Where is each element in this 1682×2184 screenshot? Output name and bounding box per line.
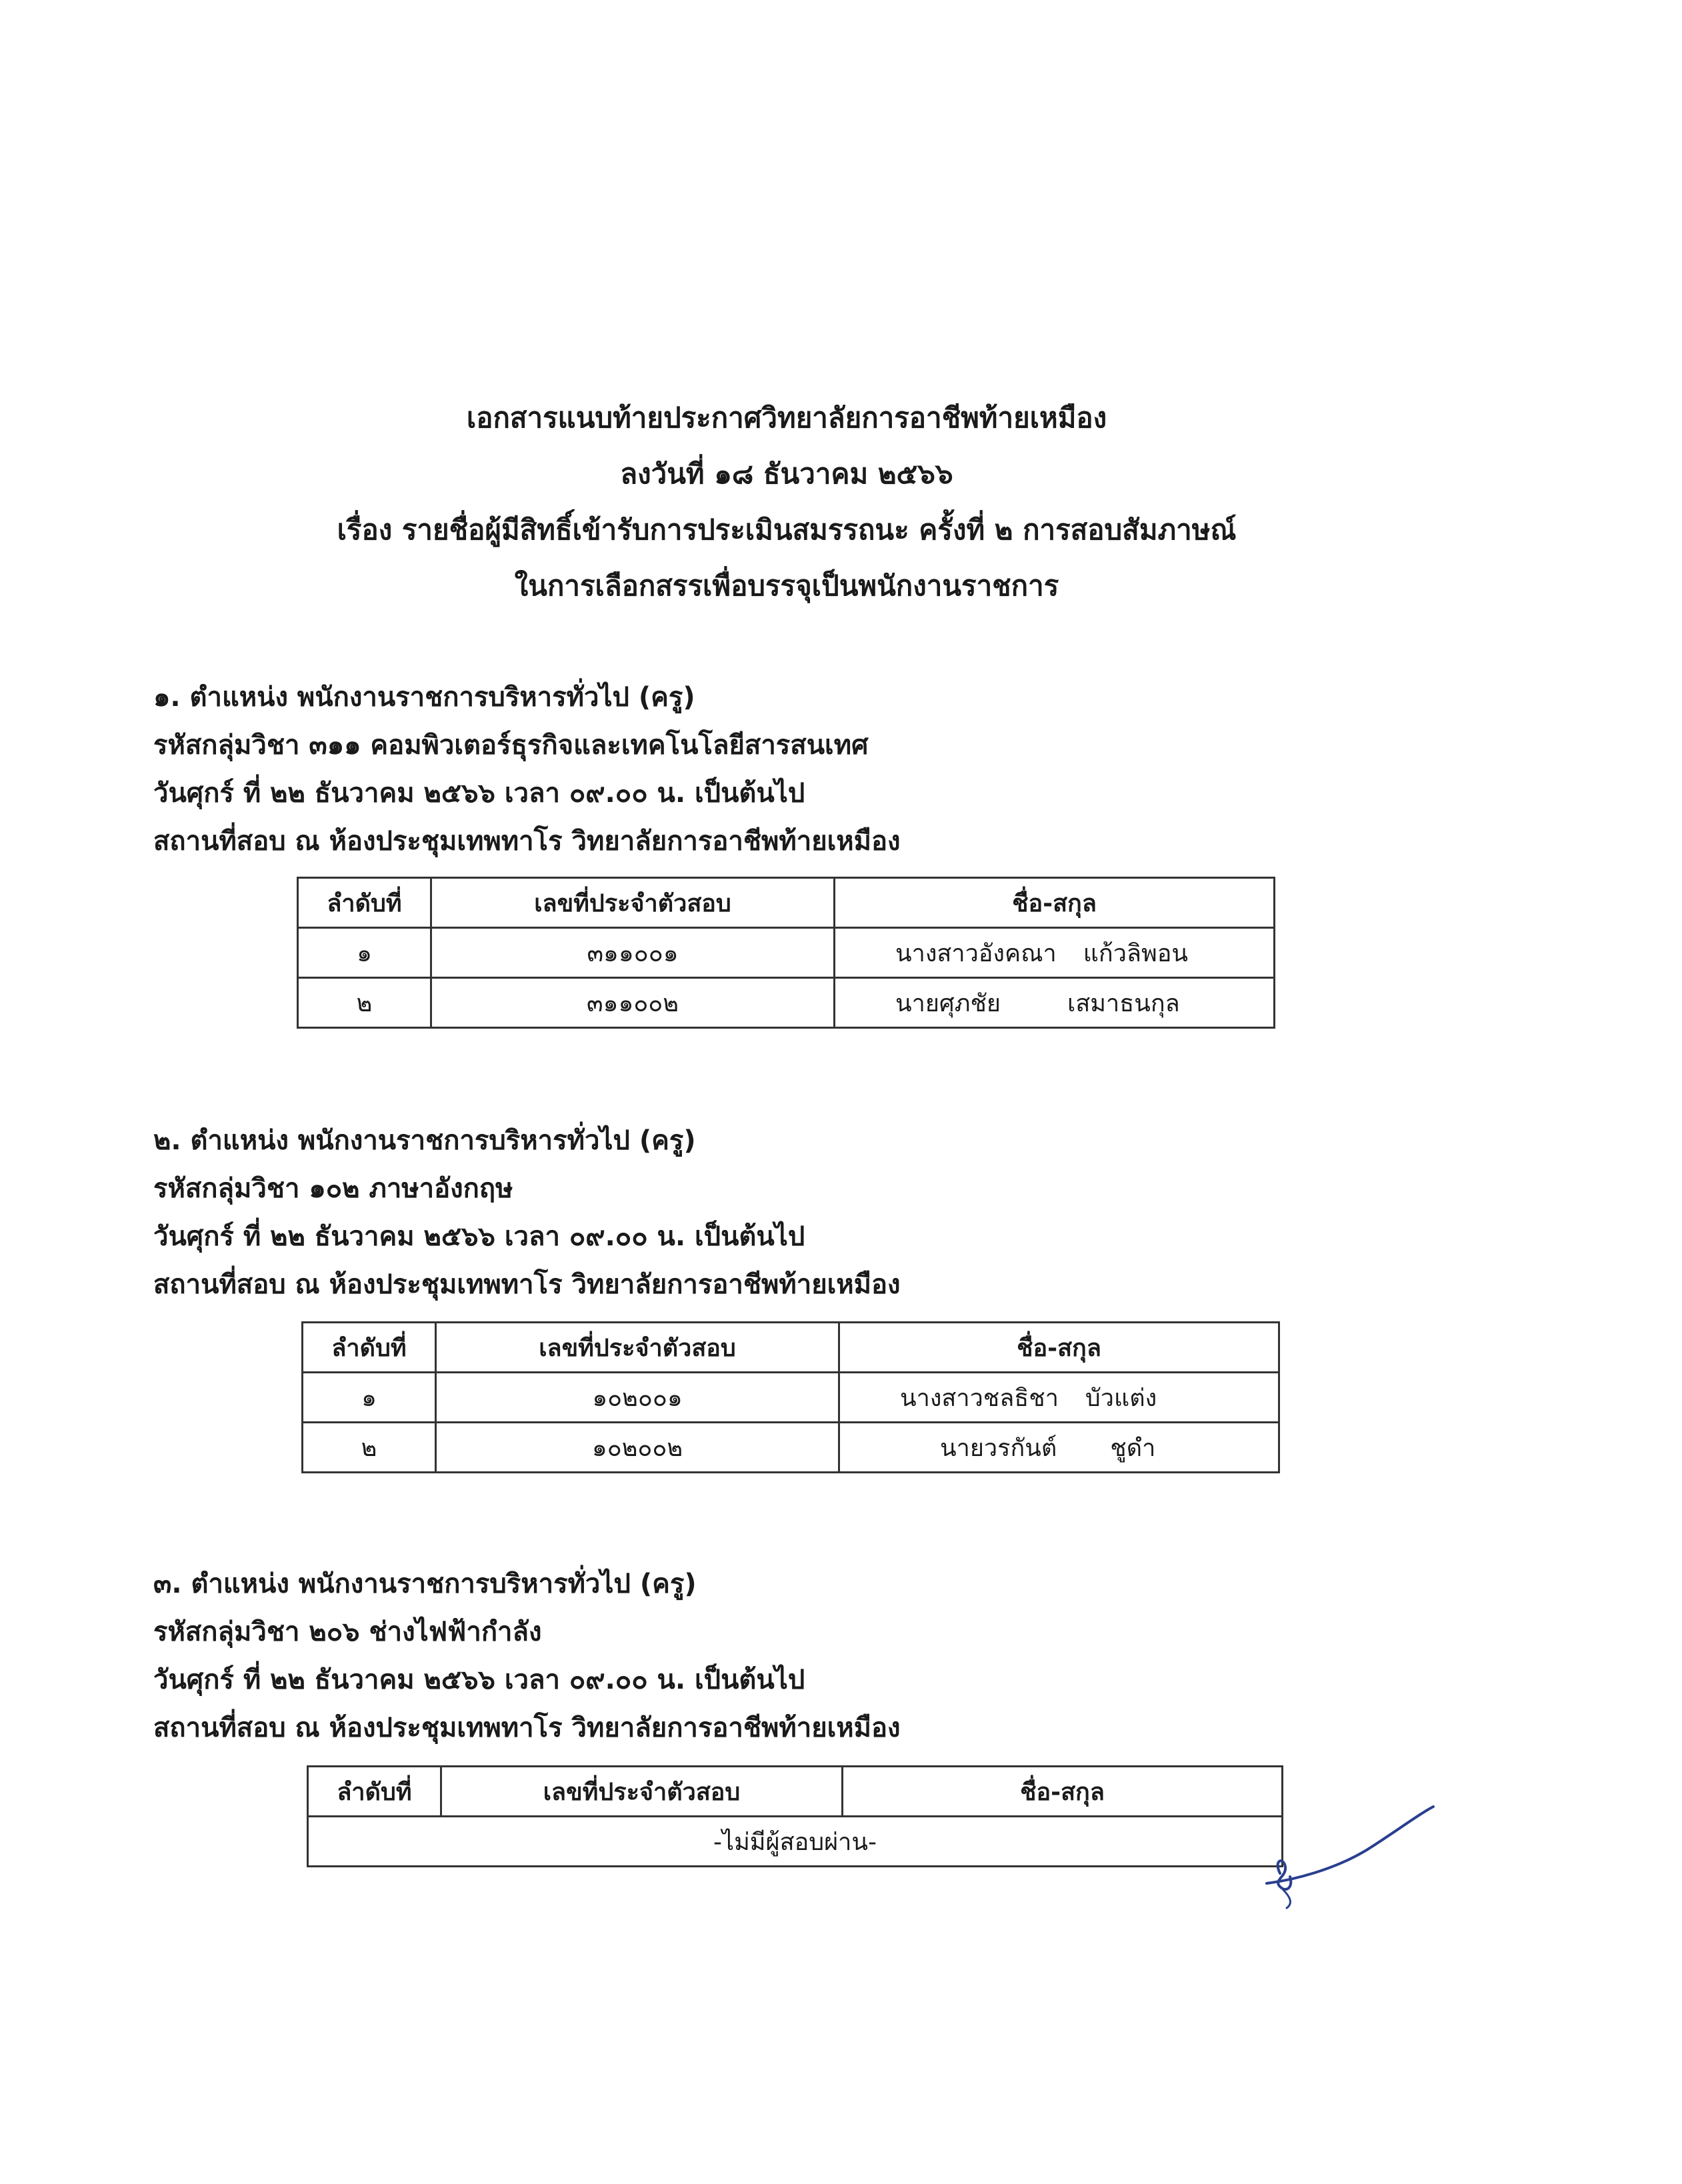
table-header-row [303,1323,1279,1373]
exam-no-cell: ๓๑๑๐๐๑ [431,928,835,978]
order-cell: ๑ [298,928,431,978]
title-line-3: เรื่อง รายชื่อผู้มีสิทธิ์เข้ารับการประเมินสมรรถนะ ครั้งที่ ๒ การสอบสัมภาษณ์ [337,513,1237,546]
exam-no-cell: ๑๐๒๐๐๒ [436,1423,839,1473]
col-name-header: ชื่อ-สกุล [839,1323,1279,1373]
name-cell [835,928,1275,978]
exam-no-cell: ๓๑๑๐๐๒ [431,978,835,1028]
col-exam-no-header: เลขที่ประจำตัวสอบ [441,1767,843,1817]
first-name: นางสาวชลธิชา [900,1384,1059,1412]
candidate-table-2 [301,1321,1280,1473]
last-name: เสมาธนกุล [1067,989,1180,1017]
exam-no-cell: ๑๐๒๐๐๑ [436,1373,839,1423]
col-exam-no-header: เลขที่ประจำตัวสอบ [436,1323,839,1373]
section-position: ๒. ตำแหน่ง พนักงานราชการบริหารทั่วไป (ครู) [153,1125,696,1156]
col-name-header: ชื่อ-สกุล [843,1767,1283,1817]
table-row [303,1373,1279,1423]
section-subject: รหัสกลุ่มวิชา ๒๐๖ ช่างไฟฟ้ากำลัง [153,1617,542,1647]
table-row [303,1423,1279,1473]
order-cell: ๒ [303,1423,436,1473]
table-row [298,928,1275,978]
table-header-row [308,1767,1283,1817]
section-date: วันศุกร์ ที่ ๒๒ ธันวาคม ๒๕๖๖ เวลา ๐๙.๐๐ น. เป็นต้นไป [153,1665,805,1695]
first-name: นางสาวอังคณา [895,939,1057,967]
name-cell [839,1423,1279,1473]
section-2 [153,1117,901,1309]
name-cell [839,1373,1279,1423]
candidate-table-1 [297,877,1275,1029]
col-order-header: ลำดับที่ [308,1767,441,1817]
order-cell: ๒ [298,978,431,1028]
section-date: วันศุกร์ ที่ ๒๒ ธันวาคม ๒๕๖๖ เวลา ๐๙.๐๐ น. เป็นต้นไป [153,778,805,809]
section-position: ๓. ตำแหน่ง พนักงานราชการบริหารทั่วไป (ครู) [153,1569,697,1599]
name-cell [835,978,1275,1028]
table-row [298,978,1275,1028]
last-name: ชูดำ [1110,1434,1156,1462]
last-name: แก้วลิพอน [1083,939,1188,967]
table-header-row [298,878,1275,928]
table-row [308,1817,1283,1867]
title-line-2: ลงวันที่ ๑๘ ธันวาคม ๒๕๖๖ [620,457,953,490]
title-line-4: ในการเลือกสรรเพื่อบรรจุเป็นพนักงานราชการ [514,569,1059,602]
section-venue: สถานที่สอบ ณ ห้องประชุมเทพทาโร วิทยาลัยการอาชีพท้ายเหมือง [153,1269,901,1300]
section-position: ๑. ตำแหน่ง พนักงานราชการบริหารทั่วไป (ครู) [153,682,695,713]
section-subject: รหัสกลุ่มวิชา ๓๑๑ คอมพิวเตอร์ธุรกิจและเทคโนโลยีสารสนเทศ [153,730,869,761]
signature-icon [1253,1793,1453,1913]
document-title [0,390,1573,614]
candidate-table-3 [307,1765,1283,1867]
first-name: นายศุภชัย [895,989,1001,1017]
col-name-header: ชื่อ-สกุล [835,878,1275,928]
section-1 [153,673,901,865]
section-subject: รหัสกลุ่มวิชา ๑๐๒ ภาษาอังกฤษ [153,1173,513,1204]
last-name: บัวแต่ง [1085,1384,1157,1412]
section-venue: สถานที่สอบ ณ ห้องประชุมเทพทาโร วิทยาลัยการอาชีพท้ายเหมือง [153,1713,901,1743]
title-line-1: เอกสารแนบท้ายประกาศวิทยาลัยการอาชีพท้ายเหมือง [466,401,1107,434]
section-venue: สถานที่สอบ ณ ห้องประชุมเทพทาโร วิทยาลัยการอาชีพท้ายเหมือง [153,826,901,857]
col-exam-no-header: เลขที่ประจำตัวสอบ [431,878,835,928]
section-3 [153,1560,901,1752]
no-candidates-cell: -ไม่มีผู้สอบผ่าน- [308,1817,1283,1867]
first-name: นายวรกันต์ [940,1434,1057,1462]
order-cell: ๑ [303,1373,436,1423]
section-date: วันศุกร์ ที่ ๒๒ ธันวาคม ๒๕๖๖ เวลา ๐๙.๐๐ น. เป็นต้นไป [153,1221,805,1252]
col-order-header: ลำดับที่ [303,1323,436,1373]
col-order-header: ลำดับที่ [298,878,431,928]
